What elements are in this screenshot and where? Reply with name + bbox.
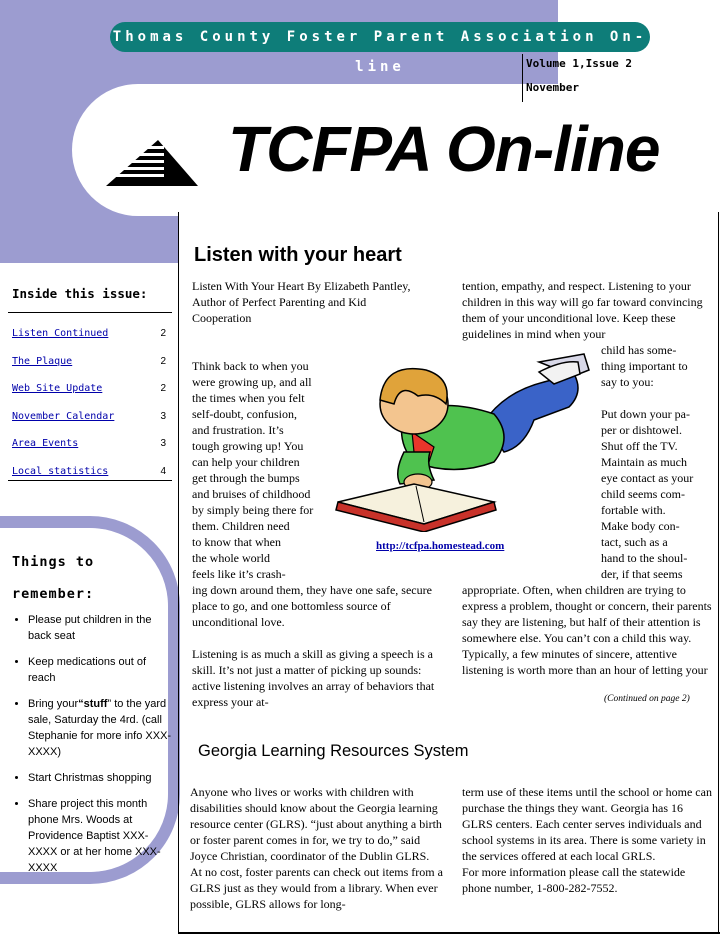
reminder-item: • Share project this month phone Mrs. Woods at Providence Baptist XXX-XXXX or at her home XXX-XXXX bbox=[28, 796, 172, 876]
toc-item bbox=[12, 403, 172, 431]
byline-text: Listen With Your Heart By Elizabeth Pantley, Author of Perfect Parenting and Kid Cooperation bbox=[192, 279, 411, 325]
text-line: child has some- bbox=[601, 343, 677, 357]
paragraph: Listening is as much a skill as giving a speech is a skill. It’s not just a matter of picking up sounds: active listening involves an array of behaviors that express your at- bbox=[192, 647, 435, 709]
reminder-text: ” to the yard sale, Saturday the 4rd. (call Stephanie for more info XXX-XXXX) bbox=[28, 698, 172, 758]
paragraph: ing down around them, they have one safe, secure place to go, and one bottomless source of unconditional love. bbox=[192, 583, 432, 629]
text-line: Make body con- bbox=[601, 519, 680, 533]
text-line: by simply being there for bbox=[192, 503, 314, 517]
toc-page-number: 2 bbox=[160, 328, 166, 340]
divider bbox=[8, 480, 172, 481]
toc-page-number: 4 bbox=[160, 465, 166, 477]
article-title: Listen with your heart bbox=[194, 244, 402, 266]
text-line: can help your children bbox=[192, 455, 300, 469]
toc-page-number: 3 bbox=[160, 438, 166, 450]
newsletter-title: TCFPA On-line bbox=[228, 113, 660, 185]
article-col-left-bottom bbox=[192, 582, 452, 710]
things-to-remember-heading bbox=[12, 546, 162, 610]
toc-link-listen-continued[interactable]: Listen Continued bbox=[12, 328, 109, 340]
text-line: Put down your pa- bbox=[601, 407, 690, 421]
text-line: thing important to bbox=[601, 359, 688, 373]
toc-page-number: 2 bbox=[160, 383, 166, 395]
text-line: to know that when bbox=[192, 535, 281, 549]
toc-item bbox=[12, 430, 172, 458]
reminder-item: • Keep medications out of reach bbox=[28, 654, 172, 686]
text-line: the times when you felt bbox=[192, 391, 305, 405]
reminder-item: • Please put children in the back seat bbox=[28, 612, 172, 644]
toc-page-number: 3 bbox=[160, 410, 166, 422]
toc-item bbox=[12, 320, 172, 348]
divider bbox=[8, 312, 172, 313]
toc-link-web-site-update[interactable]: Web Site Update bbox=[12, 383, 103, 395]
article2-col-right bbox=[462, 784, 716, 896]
table-of-contents bbox=[12, 320, 172, 485]
text-line: self-doubt, confusion, bbox=[192, 407, 297, 421]
article-col-left-narrow bbox=[192, 358, 342, 582]
paragraph: term use of these items until the school or home can purchase the things they want. Georgia has 16 GLRS centers. Each center serves individuals and school systems in its area. There is some variety in the services offered at each local GRLS. bbox=[462, 785, 712, 863]
text-line: fortable with. bbox=[601, 503, 666, 517]
paragraph: tention, empathy, and respect. Listening to your children in this way will go far toward convincing them of your unconditional love. Keep these guidelines in mind when your bbox=[462, 279, 703, 341]
issue-month: November bbox=[526, 81, 579, 94]
text-line: Think back to when you bbox=[192, 359, 309, 373]
paragraph: At no cost, foster parents can check out items from a GLRS just as they would from a library. When ever possible, GLRS allows for long- bbox=[190, 865, 443, 911]
association-banner: Thomas County Foster Parent Association On-line bbox=[110, 22, 650, 52]
article2-title: Georgia Learning Resources System bbox=[198, 742, 469, 760]
reminder-item: • Start Christmas shopping bbox=[28, 770, 172, 786]
text-line bbox=[601, 390, 713, 406]
article-byline bbox=[192, 278, 416, 326]
text-line: them. Children need bbox=[192, 519, 290, 533]
text-line: say to you: bbox=[601, 375, 654, 389]
text-line: hand to the shoul- bbox=[601, 551, 688, 565]
toc-item bbox=[12, 348, 172, 376]
toc-link-local-statistics[interactable]: Local statistics bbox=[12, 465, 109, 477]
text-line: eye contact as your bbox=[601, 471, 694, 485]
text-line: child seems com- bbox=[601, 487, 685, 501]
text-line: get through the bumps bbox=[192, 471, 300, 485]
toc-link-area-events[interactable]: Area Events bbox=[12, 438, 79, 450]
text-line: Shut off the TV. bbox=[601, 439, 678, 453]
text-line: and bruises of childhood bbox=[192, 487, 311, 501]
inside-issue-heading: Inside this issue: bbox=[12, 286, 148, 301]
text-line: were growing up, and all bbox=[192, 375, 312, 389]
things-heading-line-1: Things to bbox=[12, 554, 95, 570]
stairs-logo-icon bbox=[106, 140, 198, 188]
paragraph: Anyone who lives or works with children with disabilities should know about the Georgia learning resource center (GLRS). “just about anything a birth or foster parent comes in for, we try to do,” said Joyce Christian, coordinator of the Dublin GLRS. bbox=[190, 785, 442, 863]
volume-issue: Volume 1,Issue 2 bbox=[526, 57, 632, 70]
text-line: feels like it’s crash- bbox=[192, 567, 286, 581]
paragraph: For more information please call the statewide phone number, 1-800-282-7552. bbox=[462, 865, 686, 895]
things-heading-line-2: remember: bbox=[12, 586, 95, 602]
continued-note: (Continued on page 2) bbox=[604, 694, 690, 704]
website-link[interactable]: http://tcfpa.homestead.com bbox=[376, 540, 505, 552]
reminder-text: Bring your bbox=[28, 698, 79, 710]
text-line: tough growing up! You bbox=[192, 439, 304, 453]
article-col-right-narrow bbox=[601, 342, 713, 582]
reminder-item bbox=[28, 696, 172, 760]
toc-link-november-calendar[interactable]: November Calendar bbox=[12, 410, 115, 422]
article-col-right-top bbox=[462, 278, 710, 342]
bottom-rule bbox=[178, 932, 720, 934]
reminder-emphasis: “stuff bbox=[78, 698, 108, 710]
text-line: the whole world bbox=[192, 551, 270, 565]
text-line: tact, such as a bbox=[601, 535, 668, 549]
text-line: der, if that seems bbox=[601, 567, 683, 581]
article2-col-left bbox=[190, 784, 448, 912]
toc-item bbox=[12, 375, 172, 403]
reminder-list bbox=[12, 612, 172, 886]
text-line: Maintain as much bbox=[601, 455, 687, 469]
toc-page-number: 2 bbox=[160, 355, 166, 367]
article-col-right-bottom bbox=[462, 582, 712, 678]
text-line: and frustration. It’s bbox=[192, 423, 284, 437]
text-line: per or dishtowel. bbox=[601, 423, 682, 437]
boy-reading-illustration bbox=[334, 352, 596, 532]
paragraph: appropriate. Often, when children are trying to express a problem, thought or concern, their parents say they are listening, but half of their attention is somewhere else. You can’t con a child this way. Typically, a few minutes of sincere, attentive listening is worth more than an hour of letting your bbox=[462, 583, 712, 677]
toc-link-the-plaque[interactable]: The Plaque bbox=[12, 355, 73, 367]
